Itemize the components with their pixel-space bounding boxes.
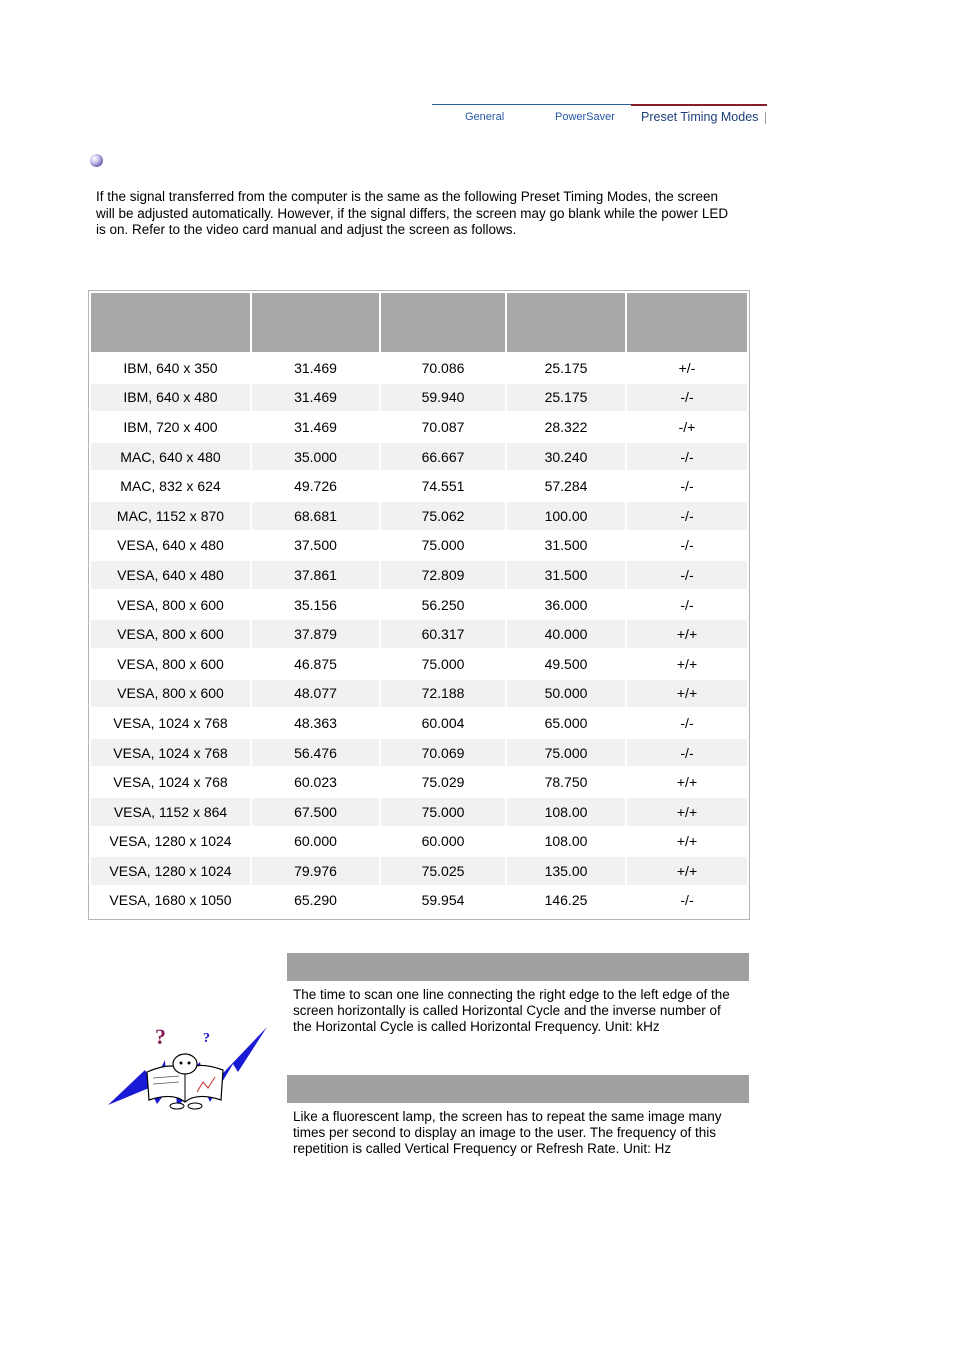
table-row (91, 413, 747, 441)
table-cell: VESA, 800 x 600 (91, 650, 250, 678)
table-cell: +/+ (627, 828, 747, 856)
table-cell: 31.469 (252, 413, 379, 441)
table-row (91, 384, 747, 412)
table-cell: 75.000 (381, 650, 505, 678)
table-cell: 35.000 (252, 443, 379, 471)
table-cell: 75.029 (381, 768, 505, 796)
table-cell: 108.00 (507, 828, 625, 856)
table-cell: 60.000 (252, 828, 379, 856)
table-header-cell (381, 293, 505, 352)
table-cell: +/+ (627, 857, 747, 885)
svg-text:?: ? (155, 1024, 166, 1049)
tab-powersaver[interactable]: PowerSaver (555, 111, 615, 123)
table-cell: VESA, 1024 x 768 (91, 768, 250, 796)
table-cell: +/+ (627, 798, 747, 826)
intro-text: If the signal transferred from the computer is the same as the following Preset Timing Modes, the screen will be adjusted automatically. However, if the signal differs, the screen may go blank while the power LED is on. Refer to the video card manual and adjust the screen as follows. (96, 189, 729, 237)
table-cell: 28.322 (507, 413, 625, 441)
table-cell: 146.25 (507, 887, 625, 915)
table-row (91, 650, 747, 678)
table-cell: 65.000 (507, 709, 625, 737)
section-bullet-icon (90, 154, 103, 167)
table-row (91, 709, 747, 737)
table-cell: 60.004 (381, 709, 505, 737)
table-cell: 75.000 (381, 532, 505, 560)
table-cell: IBM, 640 x 350 (91, 354, 250, 382)
table-body (91, 354, 747, 914)
table-cell: -/- (627, 502, 747, 530)
table-cell: -/- (627, 443, 747, 471)
table-cell: 78.750 (507, 768, 625, 796)
tab-preset-timing-modes[interactable]: Preset Timing Modes (641, 110, 759, 124)
table-cell: VESA, 800 x 600 (91, 591, 250, 619)
table-cell: 48.363 (252, 709, 379, 737)
table-cell: VESA, 1152 x 864 (91, 798, 250, 826)
table-cell: IBM, 640 x 480 (91, 384, 250, 412)
table-cell: +/+ (627, 650, 747, 678)
table-cell: 40.000 (507, 620, 625, 648)
table-cell: 74.551 (381, 472, 505, 500)
table-cell: 36.000 (507, 591, 625, 619)
table-cell: +/+ (627, 680, 747, 708)
table-row (91, 857, 747, 885)
table-row (91, 828, 747, 856)
table-cell: 48.077 (252, 680, 379, 708)
table-cell: IBM, 720 x 400 (91, 413, 250, 441)
table-cell: VESA, 640 x 480 (91, 561, 250, 589)
table-cell: -/- (627, 384, 747, 412)
tab-separator (765, 112, 766, 124)
table-cell: +/- (627, 354, 747, 382)
table-cell: VESA, 1024 x 768 (91, 709, 250, 737)
table-cell: 37.879 (252, 620, 379, 648)
table-row (91, 354, 747, 382)
horizontal-frequency-text: The time to scan one line connecting the right edge to the left edge of the screen horizontally is called Horizontal Cycle and the inverse number of the Horizontal Cycle is called Horizontal Frequency. Unit: kHz (293, 987, 730, 1034)
table-cell: 59.954 (381, 887, 505, 915)
table-cell: -/- (627, 561, 747, 589)
horizontal-frequency-header-bar (287, 953, 749, 981)
table-row (91, 591, 747, 619)
table-cell: 57.284 (507, 472, 625, 500)
table-row (91, 768, 747, 796)
table-row (91, 443, 747, 471)
table-cell: 70.086 (381, 354, 505, 382)
table-cell: 59.940 (381, 384, 505, 412)
table-row (91, 472, 747, 500)
table-header-cell (627, 293, 747, 352)
table-cell: 37.500 (252, 532, 379, 560)
tab-bar (432, 104, 767, 130)
table-cell: -/- (627, 532, 747, 560)
table-cell: 68.681 (252, 502, 379, 530)
table-row (91, 561, 747, 589)
table-cell: 25.175 (507, 354, 625, 382)
vertical-frequency-text: Like a fluorescent lamp, the screen has to repeat the same image many times per second to display an image to the user. The frequency of this repetition is called Vertical Frequency or Refresh Rate. Unit: Hz (293, 1109, 722, 1156)
table-cell: 72.809 (381, 561, 505, 589)
table-header-cell (252, 293, 379, 352)
table-header-row (91, 293, 747, 352)
table-cell: MAC, 640 x 480 (91, 443, 250, 471)
table-cell: 56.250 (381, 591, 505, 619)
table-cell: 31.500 (507, 532, 625, 560)
table-cell: MAC, 1152 x 870 (91, 502, 250, 530)
table-cell: -/+ (627, 413, 747, 441)
table-cell: -/- (627, 887, 747, 915)
table-cell: -/- (627, 739, 747, 767)
table-row (91, 798, 747, 826)
table-cell: 31.469 (252, 384, 379, 412)
table-cell: 49.500 (507, 650, 625, 678)
reading-book-illustration (105, 1022, 270, 1112)
table-row (91, 620, 747, 648)
tab-divider (432, 104, 631, 105)
table-cell: 70.069 (381, 739, 505, 767)
active-tab-indicator (631, 104, 767, 106)
table-cell: 79.976 (252, 857, 379, 885)
table-cell: -/- (627, 591, 747, 619)
table-cell: -/- (627, 709, 747, 737)
table-cell: VESA, 1680 x 1050 (91, 887, 250, 915)
table-cell: 25.175 (507, 384, 625, 412)
table-row (91, 887, 747, 915)
table-cell: 30.240 (507, 443, 625, 471)
table-header-cell (507, 293, 625, 352)
table-cell: 49.726 (252, 472, 379, 500)
table-cell: 100.00 (507, 502, 625, 530)
table-cell: VESA, 800 x 600 (91, 680, 250, 708)
table-cell: 75.062 (381, 502, 505, 530)
table-cell: 66.667 (381, 443, 505, 471)
table-cell: +/+ (627, 620, 747, 648)
preset-timing-table (88, 290, 750, 920)
table-cell: 60.000 (381, 828, 505, 856)
table-cell: 60.317 (381, 620, 505, 648)
table-cell: 60.023 (252, 768, 379, 796)
table-cell: VESA, 800 x 600 (91, 620, 250, 648)
table-cell: 135.00 (507, 857, 625, 885)
table-row (91, 502, 747, 530)
table-cell: 65.290 (252, 887, 379, 915)
tab-general[interactable]: General (465, 111, 505, 123)
table-cell: 46.875 (252, 650, 379, 678)
table-cell: MAC, 832 x 624 (91, 472, 250, 500)
table-cell: -/- (627, 472, 747, 500)
table-cell: VESA, 1280 x 1024 (91, 857, 250, 885)
table-cell: 72.188 (381, 680, 505, 708)
table-cell: VESA, 640 x 480 (91, 532, 250, 560)
table-cell: VESA, 1024 x 768 (91, 739, 250, 767)
table-cell: 108.00 (507, 798, 625, 826)
table-cell: 35.156 (252, 591, 379, 619)
table-row (91, 739, 747, 767)
table-cell: 50.000 (507, 680, 625, 708)
table-cell: 67.500 (252, 798, 379, 826)
table-cell: +/+ (627, 768, 747, 796)
table-cell: 56.476 (252, 739, 379, 767)
table-row (91, 532, 747, 560)
table-cell: 70.087 (381, 413, 505, 441)
table-cell: 75.000 (381, 798, 505, 826)
table-cell: 75.025 (381, 857, 505, 885)
table-cell: 31.500 (507, 561, 625, 589)
table-header-cell (91, 293, 250, 352)
table-cell: 31.469 (252, 354, 379, 382)
svg-text:?: ? (203, 1031, 210, 1046)
table-cell: 37.861 (252, 561, 379, 589)
table-cell: 75.000 (507, 739, 625, 767)
table-cell: VESA, 1280 x 1024 (91, 828, 250, 856)
vertical-frequency-header-bar (287, 1075, 749, 1103)
table-row (91, 680, 747, 708)
